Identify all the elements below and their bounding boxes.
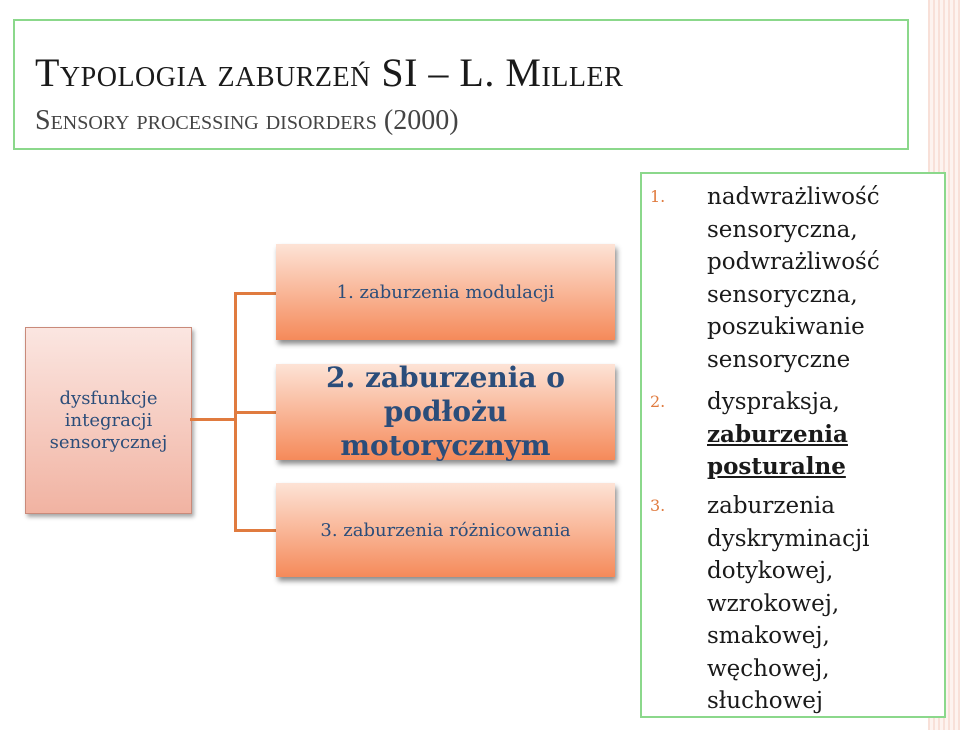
list-item-line: smakowej,: [707, 623, 830, 649]
child-node-label: 3. zaburzenia różnicowania: [320, 519, 571, 541]
connector-child-3: [234, 529, 276, 532]
list-item-line: podwrażliwość: [707, 249, 880, 275]
connector-root: [190, 418, 235, 421]
slide-subtitle: Sensory processing disorders (2000): [35, 105, 459, 136]
list-item-number: 3.: [650, 496, 666, 515]
title-box: [13, 19, 909, 150]
list-item-line: nadwrażliwość: [707, 184, 880, 210]
slide-title: Typologia zaburzeń SI – L. Miller: [35, 50, 624, 95]
list-item: [650, 386, 848, 484]
list-item-line-emphasis: posturalne: [707, 453, 846, 480]
list-item-line: dyspraksja,: [707, 389, 840, 415]
root-node-label: dysfunkcje integracji sensorycznej: [49, 387, 168, 453]
diagram-child-node-2: [276, 361, 615, 462]
list-item-line: węchowej,: [707, 655, 830, 682]
list-item-number: 2.: [650, 392, 666, 411]
details-list-box: [640, 172, 946, 718]
list-item-line: zaburzenia: [707, 493, 835, 519]
list-item-line-emphasis: zaburzenia: [707, 420, 848, 448]
list-item: [650, 181, 880, 376]
diagram-child-node-3: [276, 483, 615, 577]
list-item-line: dotykowej,: [707, 558, 834, 584]
list-item-line: sensoryczna,: [707, 216, 858, 243]
list-item-line: dyskryminacji: [707, 525, 870, 552]
child-node-label: 1. zaburzenia modulacji: [336, 281, 555, 303]
list-item-line: słuchowej: [707, 688, 824, 714]
connector-child-2: [234, 411, 276, 414]
diagram-root-node: [25, 327, 192, 514]
connector-child-1: [234, 292, 276, 295]
list-item-number: 1.: [650, 187, 666, 206]
diagram-child-node-1: [276, 244, 615, 340]
list-item: [650, 490, 870, 718]
list-item-line: wzrokowej,: [707, 590, 840, 617]
list-item-line: sensoryczne: [707, 346, 851, 373]
child-node-label: 2. zaburzenia o podłożu motorycznym: [326, 361, 565, 462]
list-item-line: sensoryczna,: [707, 281, 858, 308]
list-item-line: poszukiwanie: [707, 314, 865, 340]
